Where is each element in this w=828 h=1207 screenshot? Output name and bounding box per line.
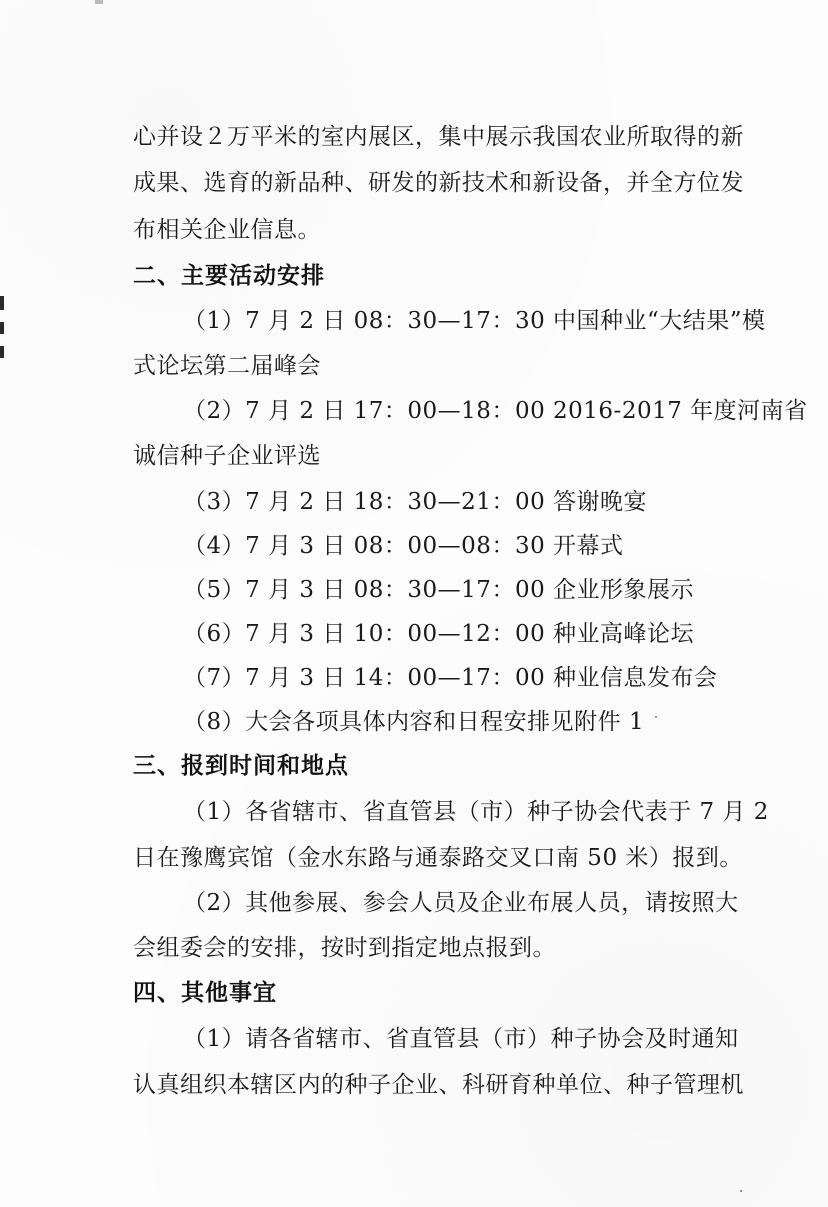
scan-speck [655,716,657,718]
activity-item-2-line-2: 诚信种子企业评选 [133,443,321,469]
registration-item-1-line-1: （1）各省辖市、省直管县（市）种子协会代表于 7 月 2 [183,799,769,825]
scan-speck [740,1190,742,1192]
activity-item-3: （3）7 月 2 日 18：30—21：00 答谢晚宴 [183,489,648,515]
binding-mark [0,322,4,334]
intro-line-1: 心并设２万平米的室内展区，集中展示我国农业所取得的新 [133,124,744,150]
intro-line-2: 成果、选育的新品种、研发的新技术和新设备，并全方位发 [133,170,744,196]
registration-item-1-line-2: 日在豫鹰宾馆（金水东路与通泰路交叉口南 50 米）报到。 [133,845,743,871]
binding-mark [0,296,4,310]
activity-item-8: （8）大会各项具体内容和日程安排见附件 1 [183,709,645,735]
activity-item-6: （6）7 月 3 日 10：00—12：00 种业高峰论坛 [183,621,695,647]
activity-item-7: （7）7 月 3 日 14：00—17：00 种业信息发布会 [183,665,718,691]
registration-item-2-line-1: （2）其他参展、参会人员及企业布展人员，请按照大 [183,890,739,916]
other-item-1-line-2: 认真组织本辖区内的种子企业、科研育种单位、种子管理机 [133,1072,744,1098]
activity-item-5: （5）7 月 3 日 08：30—17：00 企业形象展示 [183,577,695,603]
activity-item-1-line-2: 式论坛第二届峰会 [133,353,321,379]
other-item-1-line-1: （1）请各省辖市、省直管县（市）种子协会及时通知 [183,1026,739,1052]
activity-item-1-line-1: （1）7 月 2 日 08：30—17：30 中国种业“大结果”模 [183,308,766,334]
activity-item-4: （4）7 月 3 日 08：00—08：30 开幕式 [183,533,624,559]
registration-item-2-line-2: 会组委会的安排，按时到指定地点报到。 [133,935,556,961]
binding-mark [0,346,4,358]
section-heading-activities: 二、主要活动安排 [133,263,325,289]
intro-line-3: 布相关企业信息。 [133,217,321,243]
activity-item-2-line-1: （2）7 月 2 日 17：00—18：00 2016-2017 年度河南省 [183,398,808,424]
section-heading-other-matters: 四、其他事宜 [133,980,277,1006]
scan-artifact-top [95,0,103,4]
section-heading-registration: 三、报到时间和地点 [133,753,349,779]
